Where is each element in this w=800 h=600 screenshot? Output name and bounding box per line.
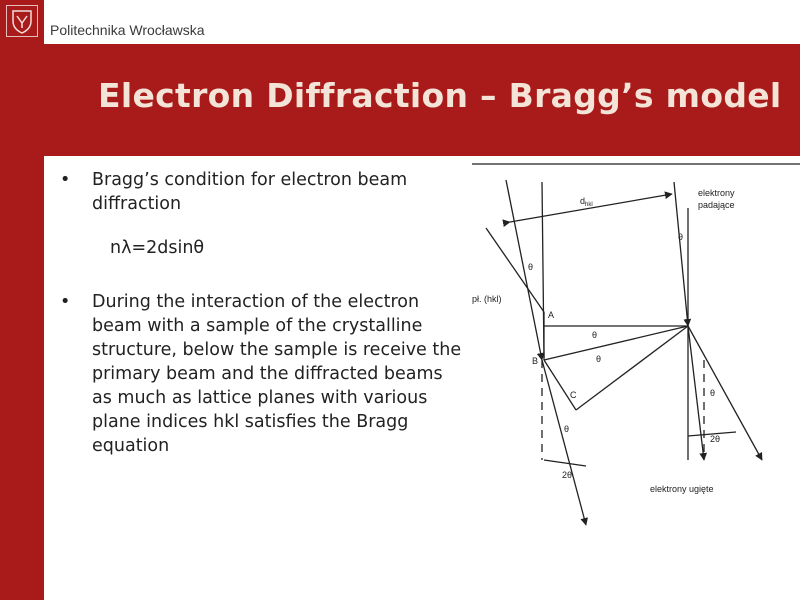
bullet-marker: • — [60, 292, 71, 312]
university-logo — [6, 5, 38, 37]
theta-label: θ — [528, 262, 534, 272]
theta-label: θ — [596, 354, 602, 364]
diffracted-beam-left — [542, 360, 586, 525]
bullet-item — [58, 290, 463, 458]
incoming-label-1: elektrony — [698, 188, 735, 198]
diffracted-beam-right — [688, 326, 762, 460]
bullet-text: During the interaction of the electron beam with a sample of the crystalline structure, below the sample is receive the primary beam and the diffracted beams as much as lattice planes with various plane indices hkl satisfies the Bragg equation — [92, 292, 462, 456]
two-theta-label: 2θ — [562, 470, 573, 480]
bullet-marker: • — [60, 170, 71, 190]
incoming-label-2: padające — [698, 200, 735, 210]
point-c-label: C — [570, 390, 577, 400]
theta-label: θ — [678, 232, 684, 242]
point-b-label: B — [532, 356, 539, 366]
plane-label: pł. (hkl) — [472, 294, 502, 304]
point-a-label: A — [548, 310, 555, 320]
d-hkl-dimension — [510, 194, 672, 222]
bullet-text: Bragg’s condition for electron beam diffraction — [92, 170, 408, 214]
university-name: Politechnika Wrocławska — [50, 22, 205, 38]
two-theta-label: 2θ — [710, 434, 721, 444]
diffracted-label: elektrony ugięte — [650, 484, 714, 494]
title-band — [44, 44, 800, 156]
bragg-diagram — [466, 160, 800, 530]
slide-title: Electron Diffraction – Bragg’s model — [98, 76, 782, 115]
bragg-formula: nλ=2dsinθ — [110, 238, 205, 258]
incident-beam-right — [674, 182, 688, 326]
diffracted-beam-mid — [688, 326, 704, 460]
slide-content — [58, 168, 463, 458]
left-accent-bar — [0, 0, 44, 600]
theta-label: θ — [592, 330, 598, 340]
theta-label: θ — [564, 424, 570, 434]
d-label: $d_{hkl}$ — [580, 196, 593, 208]
two-theta-arc-left — [544, 460, 586, 466]
bullet-item — [58, 168, 463, 216]
theta-label: θ — [710, 388, 716, 398]
incident-beam-left — [506, 180, 542, 360]
